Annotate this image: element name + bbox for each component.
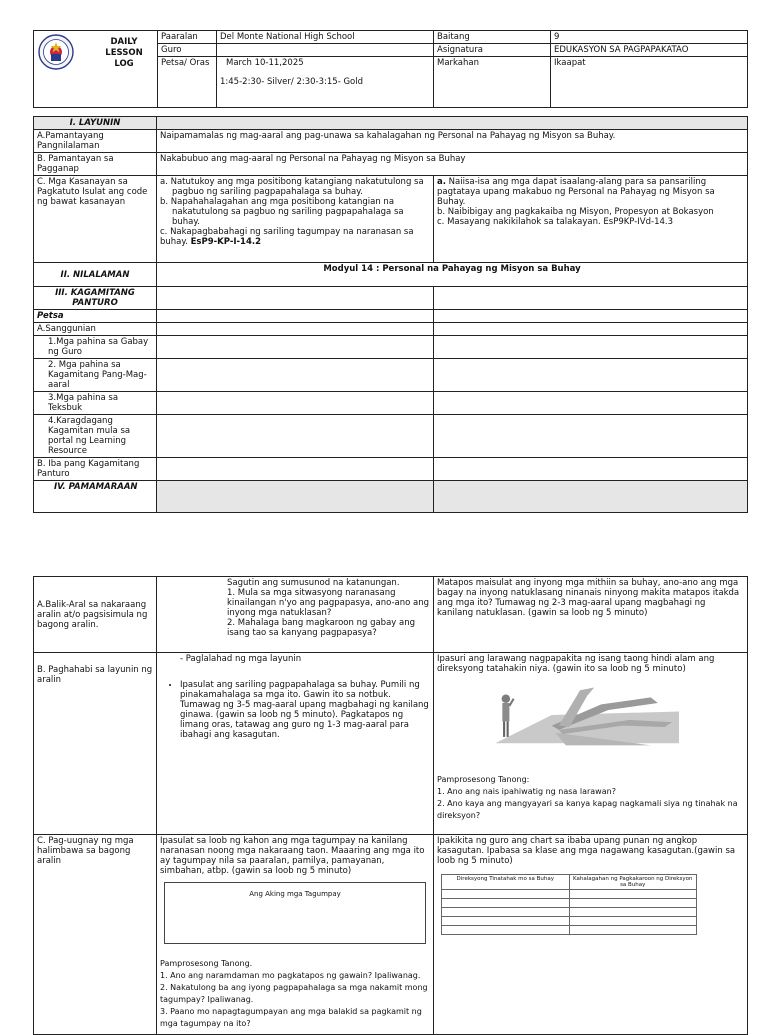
teksbuk-right (434, 392, 748, 415)
petsa-value (217, 57, 434, 108)
kagamitang-mag-aaral-right (434, 359, 748, 392)
petsa-row-label: Petsa (34, 310, 157, 323)
pamamaraan-right (434, 481, 748, 513)
learning-resource-right (434, 415, 748, 458)
pag-uugnay-right-text: Ipakikita ng guro ang chart sa ibaba upang punan ng angkop kasagutan. Ipabasa sa klase ang mga nagawang kasagutan.(gawin sa loob ng 5 minuto) (437, 836, 736, 866)
kasanayan-right-b: b. Naibibigay ang pagkakaiba ng Misyon, Propesyon at Bokasyon (437, 207, 714, 217)
chart-cell (569, 908, 697, 917)
kasanayan-right-a-prefix: a. (437, 177, 446, 187)
nilalaman-value: Modyul 14 : Personal na Pahayag ng Misyon sa Buhay (157, 263, 748, 287)
balik-aral-left (157, 577, 434, 653)
chart-cell (442, 899, 570, 908)
iba-pang-kagamitan-right (434, 458, 748, 481)
gabay-guro-right (434, 336, 748, 359)
chart-cell (442, 917, 570, 926)
page-two (0, 560, 768, 1028)
tagumpay-box-title: Ang Aking mga Tagumpay (249, 890, 341, 898)
petsa-right (434, 310, 748, 323)
gabay-guro-left (157, 336, 434, 359)
paaralan-label: Paaralan (158, 31, 217, 44)
kasanayan-left-c-text: c. Nakapagbabahagi ng sariling tagumpay na naranasan sa buhay. (160, 227, 414, 247)
learning-resource-label: 4.Karagdagang Kagamitan mula sa portal ng Learning Resource (34, 415, 157, 458)
asignatura-value: EDUKASYON SA PAGPAPAKATAO (551, 44, 748, 57)
kasanayan-left-c (160, 227, 430, 247)
pag-uugnay-left-text: Ipasulat sa loob ng kahon ang mga tagumpay na kanilang naranasan noong mga nakaraang taon. Maaaring ang mga ito ay tagumpay nila sa paaralan, pamilya, pamayanan, simbahan, atbp. (gawin sa loob ng 5 minuto) (160, 836, 425, 876)
sanggunian-right (434, 323, 748, 336)
baitang-label: Baitang (434, 31, 551, 44)
sanggunian-left (157, 323, 434, 336)
balik-aral-label: A.Balik-Aral sa nakaraang aralin at/o pagsisimula ng bagong aralin. (34, 577, 157, 653)
petsa-label: Petsa/ Oras (158, 57, 217, 108)
chart-cell (442, 908, 570, 917)
layunin-heading: I. LAYUNIN (34, 117, 157, 130)
kagamitang-mag-aaral-label: 2. Mga pahina sa Kagamitang Pang-Mag-aaral (34, 359, 157, 392)
teksbuk-left (157, 392, 434, 415)
asignatura-label: Asignatura (434, 44, 551, 57)
kasanayan-label: C. Mga Kasanayan sa Pagkatuto Isulat ang code ng bawat kasanayan (34, 176, 157, 263)
chart-cell (569, 917, 697, 926)
guro-label: Guro (158, 44, 217, 57)
paaralan-value: Del Monte National High School (217, 31, 434, 44)
balik-aral-right: Matapos maisulat ang inyong mga mithiin sa buhay, ano-ano ang mga bagay na inyong natuklasang ninanais ninyong makita matapos itakda ang mga ito? Tumawag ng 2-3 mag-aaral upang magbahagi ng kanilang natuklasan. (gawin sa loob ng 5 minuto) (434, 577, 748, 653)
pamamaraan-heading: IV. PAMAMARAAN (34, 481, 157, 513)
sanggunian-label: A.Sanggunian (34, 323, 157, 336)
kasanayan-left-a2: pagbuo ng sariling pagpapahalaga sa buhay. (172, 187, 363, 197)
kagamitang-mag-aaral-left (157, 359, 434, 392)
paghahabi-label: B. Paghahabi sa layunin ng aralin (34, 653, 157, 835)
markahan-value: Ikaapat (551, 57, 748, 108)
kasanayan-right-a-text: Naiisa-isa ang mga dapat isaalang-alang para sa pansariling pagtataya upang makabuo ng Personal na Pahayag ng Misyon sa Buhay. (437, 177, 715, 207)
direksyon-chart (441, 874, 697, 935)
paghahabi-right-text: Ipasuri ang larawang nagpapakita ng isang taong hindi alam ang direksyong tatahakin niya. (gawin ito sa loob ng 5 minuto) (437, 654, 715, 674)
pag-uugnay-q3: 3. Paano mo napagtagumpayan ang mga balakid sa pagkamit ng mga tagumpay na ito? (160, 1007, 422, 1028)
paghahabi-right (434, 653, 748, 835)
tagumpay-box (164, 882, 426, 944)
pamantayang-nilalaman-value: Naipamamalas ng mag-aaral ang pag-unawa sa kahalagahan ng Personal na Pahayag ng Misyon sa Buhay. (157, 130, 748, 153)
paghahabi-dash-item: - Paglalahad ng mga layunin (180, 654, 430, 664)
pamprosesong-tanong-2: 2. Ano kaya ang mangyayari sa kanya kapag nagkamali siya ng tinahak na direksyon? (437, 799, 738, 820)
pamantayan-pagganap-value: Nakabubuo ang mag-aaral ng Personal na Pahayag ng Misyon sa Buhay (157, 153, 748, 176)
chart-cell (569, 899, 697, 908)
layunin-heading-fill (157, 117, 748, 130)
kasanayan-left-b: b. Napahahalagahan ang mga positibong katangian na (160, 197, 395, 207)
pag-uugnay-left (157, 835, 434, 1035)
kasanayan-left-a: a. Natutukoy ang mga positibong katangiang nakatutulong sa (160, 177, 424, 187)
iba-pang-kagamitan-left (157, 458, 434, 481)
kahalagahan-col-header: Kahalagahan ng Pagkakaroon ng Direksyon sa Buhay (569, 875, 697, 890)
direksyon-col-header: Direksyong Tinatahak mo sa Buhay (442, 875, 570, 890)
pag-uugnay-q1: 1. Ano ang naramdaman mo pagkatapos ng gawain? Ipaliwanag. (160, 971, 421, 980)
kagamitan-left (157, 287, 434, 310)
pamamaraan-table (33, 576, 748, 1035)
header-table (33, 30, 748, 108)
logo-cell (34, 31, 158, 108)
balik-aral-line-1: Sagutin ang sumusunod na katanungan. (227, 578, 400, 588)
kasanayan-right-c: c. Masayang nakikilahok sa talakayan. EsP9KP-IVd-14.3 (437, 217, 674, 227)
petsa-date: March 10-11,2025 (226, 58, 304, 68)
petsa-left (157, 310, 434, 323)
balik-aral-line-3: inyong mga natuklasan? (227, 608, 332, 618)
oras-value: 1:45-2:30- Silver/ 2:30-3:15- Gold (220, 77, 364, 87)
teksbuk-label: 3.Mga pahina sa Teksbuk (34, 392, 157, 415)
baitang-value: 9 (551, 31, 748, 44)
guro-value (217, 44, 434, 57)
chart-cell (569, 890, 697, 899)
kasanayan-code: EsP9-KP-I-14.2 (190, 237, 262, 247)
pamprosesong-tanong-title: Pamprosesong Tanong: (437, 775, 530, 784)
balik-aral-line-2: 1. Mula sa mga sitwasyong naranasang kinailangan n'yo ang pagpapasya, ano-ano ang (227, 588, 430, 608)
markahan-label: Markahan (434, 57, 551, 108)
pamantayang-nilalaman-label: A.Pamantayang Pangnilalaman (34, 130, 157, 153)
pamantayan-pagganap-label: B. Pamantayan sa Pagganap (34, 153, 157, 176)
dll-title: DAILY LESSON LOG (105, 37, 143, 69)
crossroads-image (467, 682, 679, 748)
chart-cell (442, 926, 570, 935)
gabay-guro-label: 1.Mga pahina sa Gabay ng Guro (34, 336, 157, 359)
kasanayan-right-a (437, 177, 744, 207)
layunin-table (33, 116, 748, 513)
kagamitan-right (434, 287, 748, 310)
nilalaman-heading: II. NILALAMAN (34, 263, 157, 287)
pag-uugnay-label: C. Pag-uugnay ng mga halimbawa sa bagong aralin (34, 835, 157, 1035)
kasanayan-left-b2: nakatutulong sa pagbuo ng sariling pagpapahalaga sa buhay. (172, 207, 404, 227)
kagamitan-heading: III. KAGAMITANG PANTURO (34, 287, 157, 310)
pamamaraan-left (157, 481, 434, 513)
chart-cell (442, 890, 570, 899)
pag-uugnay-q-title: Pamprosesong Tanong. (160, 959, 253, 968)
chart-cell (569, 926, 697, 935)
pag-uugnay-right (434, 835, 748, 1035)
pag-uugnay-q2: 2. Nakatulong ba ang iyong pagpapahalaga sa mga nakamit mong tagumpay? Ipaliwanag. (160, 983, 428, 1004)
pamprosesong-tanong-1: 1. Ano ang nais ipahiwatig ng nasa larawan? (437, 787, 616, 796)
kasanayan-right (434, 176, 748, 263)
kasanayan-left (157, 176, 434, 263)
paghahabi-left (157, 653, 434, 835)
paghahabi-bullet-item: • Ipasulat ang sariling pagpapahalaga sa buhay. Pumili ng pinakamahalaga sa mga ito. Gawin ito sa notbuk. Tumawag ng 3-5 mag-aaral upang magbahagi ng kanilang ginawa. (gawin sa loob ng 5 minuto). Pagkatapos ng limang oras, tatawag ang guro ng 1-3 mag-aaral para ibahagi ang kasagutan. (180, 680, 430, 740)
iba-pang-kagamitan-label: B. Iba pang Kagamitang Panturo (34, 458, 157, 481)
learning-resource-left (157, 415, 434, 458)
deped-seal-icon (38, 34, 74, 70)
balik-aral-line-4: 2. Mahalaga bang magkaroon ng gabay ang isang tao sa kanyang pagpapasya? (227, 618, 415, 638)
